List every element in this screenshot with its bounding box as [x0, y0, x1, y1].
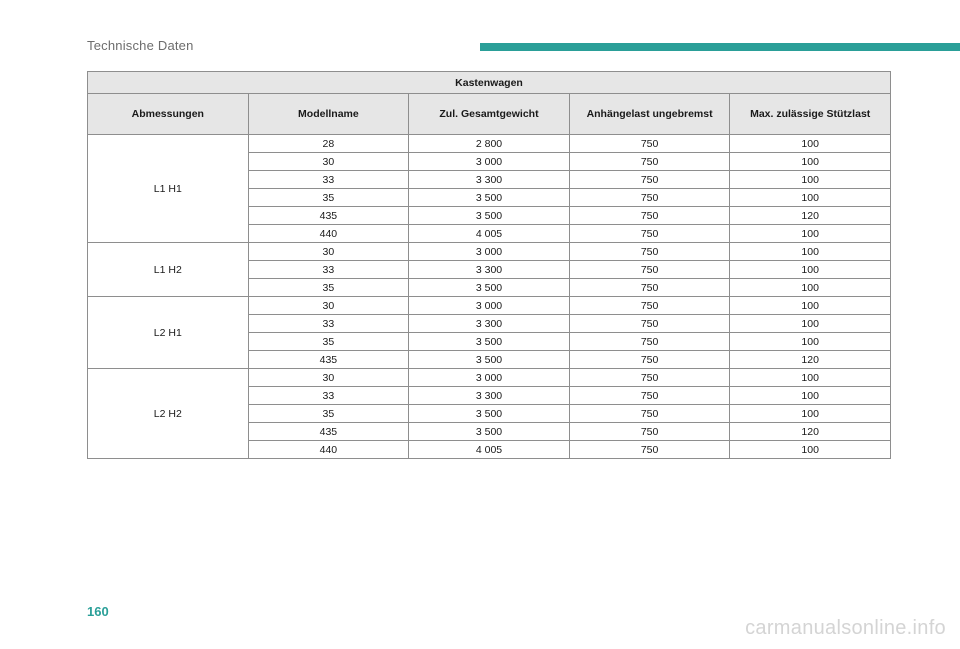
- model-cell: 33: [248, 387, 409, 405]
- nose-weight-cell: 100: [730, 297, 891, 315]
- nose-weight-cell: 100: [730, 405, 891, 423]
- model-cell: 440: [248, 225, 409, 243]
- nose-weight-cell: 100: [730, 315, 891, 333]
- model-cell: 30: [248, 297, 409, 315]
- column-header-dimensions: Abmessungen: [88, 94, 249, 135]
- model-cell: 33: [248, 315, 409, 333]
- model-cell: 33: [248, 261, 409, 279]
- trailer-load-cell: 750: [569, 333, 730, 351]
- nose-weight-cell: 100: [730, 225, 891, 243]
- trailer-load-cell: 750: [569, 387, 730, 405]
- model-cell: 440: [248, 441, 409, 459]
- table-row: [88, 243, 891, 261]
- specifications-table: [87, 71, 891, 459]
- model-cell: 435: [248, 351, 409, 369]
- model-cell: 30: [248, 369, 409, 387]
- model-cell: 435: [248, 207, 409, 225]
- nose-weight-cell: 100: [730, 387, 891, 405]
- model-cell: 28: [248, 135, 409, 153]
- model-cell: 35: [248, 333, 409, 351]
- table-row: [88, 135, 891, 153]
- gross-weight-cell: 3 000: [409, 297, 570, 315]
- trailer-load-cell: 750: [569, 351, 730, 369]
- model-cell: 30: [248, 243, 409, 261]
- trailer-load-cell: 750: [569, 297, 730, 315]
- nose-weight-cell: 100: [730, 441, 891, 459]
- dimension-cell: L2 H2: [88, 369, 249, 459]
- trailer-load-cell: 750: [569, 153, 730, 171]
- section-title: Technische Daten: [87, 38, 194, 53]
- gross-weight-cell: 3 300: [409, 315, 570, 333]
- table-row: [88, 297, 891, 315]
- gross-weight-cell: 3 500: [409, 279, 570, 297]
- dimension-cell: L1 H2: [88, 243, 249, 297]
- section-accent-bar: [480, 43, 960, 51]
- nose-weight-cell: 100: [730, 171, 891, 189]
- gross-weight-cell: 3 300: [409, 171, 570, 189]
- gross-weight-cell: 3 500: [409, 189, 570, 207]
- gross-weight-cell: 4 005: [409, 441, 570, 459]
- column-header-model: Modellname: [248, 94, 409, 135]
- nose-weight-cell: 100: [730, 369, 891, 387]
- nose-weight-cell: 100: [730, 135, 891, 153]
- trailer-load-cell: 750: [569, 171, 730, 189]
- gross-weight-cell: 3 500: [409, 423, 570, 441]
- trailer-load-cell: 750: [569, 315, 730, 333]
- watermark: carmanualsonline.info: [745, 617, 946, 639]
- gross-weight-cell: 3 300: [409, 261, 570, 279]
- table-row: [88, 369, 891, 387]
- model-cell: 33: [248, 171, 409, 189]
- trailer-load-cell: 750: [569, 225, 730, 243]
- trailer-load-cell: 750: [569, 135, 730, 153]
- page-number: 160: [87, 604, 109, 619]
- gross-weight-cell: 3 300: [409, 387, 570, 405]
- gross-weight-cell: 3 000: [409, 153, 570, 171]
- trailer-load-cell: 750: [569, 369, 730, 387]
- gross-weight-cell: 3 000: [409, 369, 570, 387]
- nose-weight-cell: 100: [730, 153, 891, 171]
- trailer-load-cell: 750: [569, 243, 730, 261]
- column-header-unbraked-trailer-load: Anhängelast ungebremst: [569, 94, 730, 135]
- trailer-load-cell: 750: [569, 189, 730, 207]
- nose-weight-cell: 100: [730, 333, 891, 351]
- nose-weight-cell: 100: [730, 279, 891, 297]
- table-body: [88, 135, 891, 459]
- trailer-load-cell: 750: [569, 405, 730, 423]
- dimension-cell: L1 H1: [88, 135, 249, 243]
- gross-weight-cell: 3 500: [409, 207, 570, 225]
- trailer-load-cell: 750: [569, 441, 730, 459]
- model-cell: 35: [248, 279, 409, 297]
- gross-weight-cell: 3 500: [409, 333, 570, 351]
- nose-weight-cell: 120: [730, 351, 891, 369]
- trailer-load-cell: 750: [569, 207, 730, 225]
- column-header-gross-weight: Zul. Gesamtgewicht: [409, 94, 570, 135]
- model-cell: 35: [248, 189, 409, 207]
- nose-weight-cell: 100: [730, 261, 891, 279]
- trailer-load-cell: 750: [569, 423, 730, 441]
- nose-weight-cell: 120: [730, 207, 891, 225]
- trailer-load-cell: 750: [569, 279, 730, 297]
- gross-weight-cell: 2 800: [409, 135, 570, 153]
- gross-weight-cell: 3 500: [409, 405, 570, 423]
- model-cell: 435: [248, 423, 409, 441]
- table-group-title: Kastenwagen: [88, 72, 891, 94]
- model-cell: 30: [248, 153, 409, 171]
- nose-weight-cell: 100: [730, 189, 891, 207]
- model-cell: 35: [248, 405, 409, 423]
- trailer-load-cell: 750: [569, 261, 730, 279]
- dimension-cell: L2 H1: [88, 297, 249, 369]
- gross-weight-cell: 3 000: [409, 243, 570, 261]
- nose-weight-cell: 120: [730, 423, 891, 441]
- gross-weight-cell: 4 005: [409, 225, 570, 243]
- column-header-max-nose-weight: Max. zulässige Stützlast: [730, 94, 891, 135]
- gross-weight-cell: 3 500: [409, 351, 570, 369]
- nose-weight-cell: 100: [730, 243, 891, 261]
